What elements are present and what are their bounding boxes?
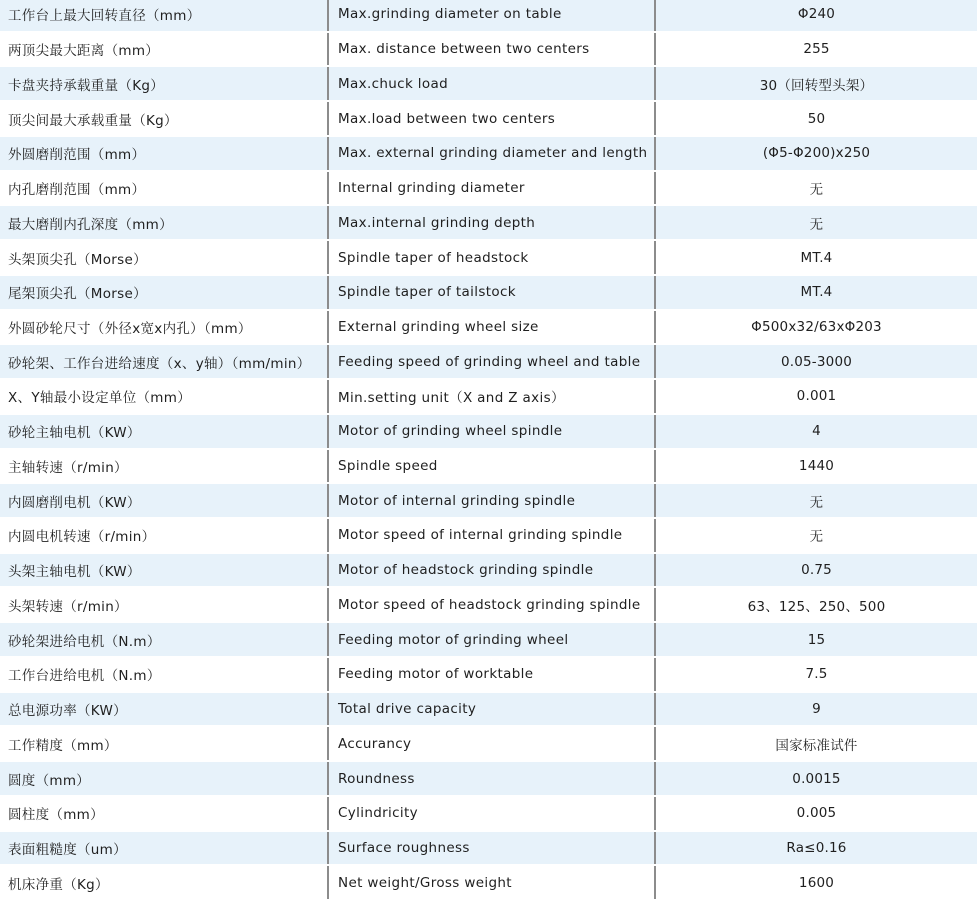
value-cell: 50 [654, 102, 977, 135]
value-cell: 0.75 [654, 554, 977, 587]
chinese-label-cell: X、Y轴最小设定单位（mm） [0, 380, 327, 413]
value-cell: 无 [654, 519, 977, 552]
chinese-label-cell: 圆度（mm） [0, 762, 327, 795]
value-cell: (Φ5-Φ200)x250 [654, 137, 977, 170]
value-cell: Φ240 [654, 0, 977, 31]
english-label-cell: Feeding speed of grinding wheel and table [327, 345, 654, 378]
value-cell: 0.0015 [654, 762, 977, 795]
chinese-label-cell: 外圆磨削范围（mm） [0, 137, 327, 170]
english-label-cell: Spindle speed [327, 450, 654, 483]
chinese-label-cell: 内孔磨削范围（mm） [0, 172, 327, 205]
chinese-label-cell: 砂轮主轴电机（KW） [0, 415, 327, 448]
chinese-label-cell: 尾架顶尖孔（Morse） [0, 276, 327, 309]
table-row [0, 137, 977, 172]
chinese-label-cell: 工作台进给电机（N.m） [0, 658, 327, 691]
english-label-cell: Max.internal grinding depth [327, 206, 654, 239]
value-cell: MT.4 [654, 241, 977, 274]
english-label-cell: External grinding wheel size [327, 311, 654, 344]
english-label-cell: Spindle taper of tailstock [327, 276, 654, 309]
chinese-label-cell: 最大磨削内孔深度（mm） [0, 206, 327, 239]
value-cell: 国家标准试件 [654, 727, 977, 760]
english-label-cell: Cylindricity [327, 797, 654, 830]
value-cell: 1440 [654, 450, 977, 483]
english-label-cell: Motor of headstock grinding spindle [327, 554, 654, 587]
chinese-label-cell: 外圆砂轮尺寸（外径x宽x内孔）（mm） [0, 311, 327, 344]
table-row [0, 519, 977, 554]
chinese-label-cell: 头架主轴电机（KW） [0, 554, 327, 587]
chinese-label-cell: 总电源功率（KW） [0, 693, 327, 726]
value-cell: 30（回转型头架） [654, 67, 977, 100]
table-row [0, 67, 977, 102]
value-cell: 7.5 [654, 658, 977, 691]
english-label-cell: Min.setting unit（X and Z axis） [327, 380, 654, 413]
chinese-label-cell: 砂轮架进给电机（N.m） [0, 623, 327, 656]
english-label-cell: Net weight/Gross weight [327, 866, 654, 899]
english-label-cell: Roundness [327, 762, 654, 795]
table-row [0, 658, 977, 693]
table-row [0, 693, 977, 728]
table-row [0, 33, 977, 68]
english-label-cell: Spindle taper of headstock [327, 241, 654, 274]
chinese-label-cell: 内圆磨削电机（KW） [0, 484, 327, 517]
table-row [0, 450, 977, 485]
table-row [0, 866, 977, 901]
value-cell: 无 [654, 172, 977, 205]
value-cell: 无 [654, 484, 977, 517]
table-row [0, 832, 977, 867]
english-label-cell: Feeding motor of grinding wheel [327, 623, 654, 656]
english-label-cell: Internal grinding diameter [327, 172, 654, 205]
chinese-label-cell: 两顶尖最大距离（mm） [0, 33, 327, 66]
chinese-label-cell: 卡盘夹持承载重量（Kg） [0, 67, 327, 100]
value-cell: 63、125、250、500 [654, 588, 977, 621]
english-label-cell: Motor of internal grinding spindle [327, 484, 654, 517]
table-row [0, 276, 977, 311]
table-row [0, 415, 977, 450]
table-row [0, 762, 977, 797]
table-row [0, 311, 977, 346]
english-label-cell: Accurancy [327, 727, 654, 760]
table-row [0, 623, 977, 658]
table-row [0, 0, 977, 33]
table-row [0, 484, 977, 519]
table-row [0, 380, 977, 415]
chinese-label-cell: 砂轮架、工作台进给速度（x、y轴）（mm/min） [0, 345, 327, 378]
english-label-cell: Surface roughness [327, 832, 654, 865]
chinese-label-cell: 主轴转速（r/min） [0, 450, 327, 483]
value-cell: 1600 [654, 866, 977, 899]
chinese-label-cell: 工作精度（mm） [0, 727, 327, 760]
value-cell: 0.005 [654, 797, 977, 830]
chinese-label-cell: 机床净重（Kg） [0, 866, 327, 899]
value-cell: 255 [654, 33, 977, 66]
value-cell: 0.05-3000 [654, 345, 977, 378]
table-row [0, 241, 977, 276]
english-label-cell: Max. distance between two centers [327, 33, 654, 66]
chinese-label-cell: 头架转速（r/min） [0, 588, 327, 621]
table-row [0, 554, 977, 589]
table-row [0, 172, 977, 207]
english-label-cell: Motor speed of internal grinding spindle [327, 519, 654, 552]
table-row [0, 345, 977, 380]
english-label-cell: Max.chuck load [327, 67, 654, 100]
value-cell: 9 [654, 693, 977, 726]
value-cell: Ra≤0.16 [654, 832, 977, 865]
table-row [0, 206, 977, 241]
english-label-cell: Max.load between two centers [327, 102, 654, 135]
chinese-label-cell: 圆柱度（mm） [0, 797, 327, 830]
english-label-cell: Motor speed of headstock grinding spindle [327, 588, 654, 621]
table-row [0, 797, 977, 832]
value-cell: Φ500x32/63xΦ203 [654, 311, 977, 344]
chinese-label-cell: 顶尖间最大承载重量（Kg） [0, 102, 327, 135]
english-label-cell: Total drive capacity [327, 693, 654, 726]
english-label-cell: Max.grinding diameter on table [327, 0, 654, 31]
value-cell: MT.4 [654, 276, 977, 309]
chinese-label-cell: 表面粗糙度（um） [0, 832, 327, 865]
table-row [0, 727, 977, 762]
chinese-label-cell: 头架顶尖孔（Morse） [0, 241, 327, 274]
english-label-cell: Motor of grinding wheel spindle [327, 415, 654, 448]
chinese-label-cell: 工作台上最大回转直径（mm） [0, 0, 327, 31]
value-cell: 4 [654, 415, 977, 448]
value-cell: 无 [654, 206, 977, 239]
english-label-cell: Max. external grinding diameter and length [327, 137, 654, 170]
table-row [0, 102, 977, 137]
table-row [0, 588, 977, 623]
value-cell: 15 [654, 623, 977, 656]
english-label-cell: Feeding motor of worktable [327, 658, 654, 691]
chinese-label-cell: 内圆电机转速（r/min） [0, 519, 327, 552]
value-cell: 0.001 [654, 380, 977, 413]
